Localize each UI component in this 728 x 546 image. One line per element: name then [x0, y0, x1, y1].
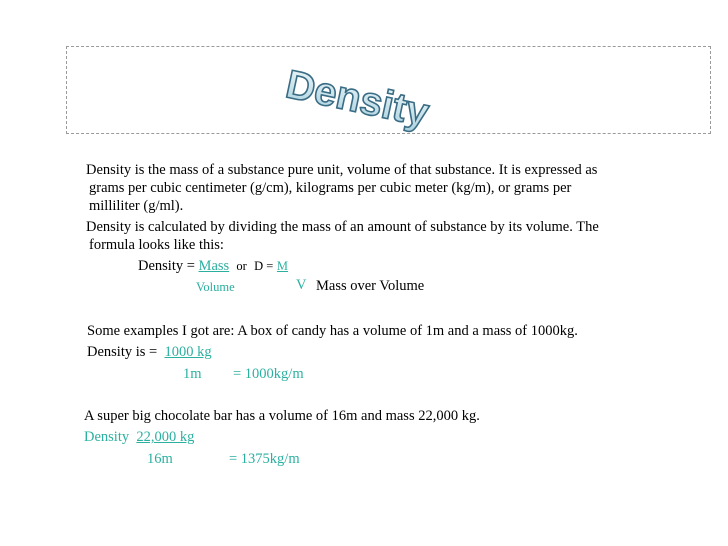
- page-title: Density: [282, 62, 433, 136]
- formula-m: M: [276, 259, 289, 273]
- para1-line1: Density is the mass of a substance pure unit, volume of that substance. It is expressed as: [86, 162, 598, 178]
- example2-numerator: 22,000 kg: [136, 429, 195, 445]
- formula-or: or: [236, 259, 247, 273]
- example2-intro: A super big chocolate bar has a volume of 16m and mass 22,000 kg.: [84, 408, 480, 424]
- example2-density-label: Density: [84, 429, 130, 445]
- example1-result: = 1000kg/m: [233, 366, 304, 382]
- example1-fraction-line: [87, 344, 212, 361]
- example1-density-is: Density is =: [87, 344, 158, 360]
- formula-mass: Mass: [198, 258, 230, 274]
- title-wordart: [270, 56, 450, 140]
- para2-line2: formula looks like this:: [89, 237, 224, 253]
- formula-d-eq: D =: [254, 259, 274, 273]
- example2-result: = 1375kg/m: [229, 451, 300, 467]
- example2-denominator: 16m: [147, 451, 173, 467]
- example2-fraction-line: [84, 429, 194, 446]
- example1-denominator: 1m: [183, 366, 202, 382]
- formula-line: [138, 258, 288, 275]
- formula-caption: Mass over Volume: [316, 278, 425, 294]
- para1-line3: milliliter (g/ml).: [89, 198, 184, 214]
- example1-numerator: 1000 kg: [164, 344, 212, 360]
- para1-line2: grams per cubic centimeter (g/cm), kilograms per cubic meter (kg/m), or grams per: [89, 180, 572, 196]
- formula-volume: Volume: [196, 280, 235, 294]
- para2-line1: Density is calculated by dividing the mass of an amount of substance by its volume. The: [86, 219, 599, 235]
- formula-v: V: [296, 277, 307, 293]
- example1-intro: Some examples I got are: A box of candy has a volume of 1m and a mass of 1000kg.: [87, 323, 578, 339]
- formula-density-label: Density =: [138, 258, 195, 274]
